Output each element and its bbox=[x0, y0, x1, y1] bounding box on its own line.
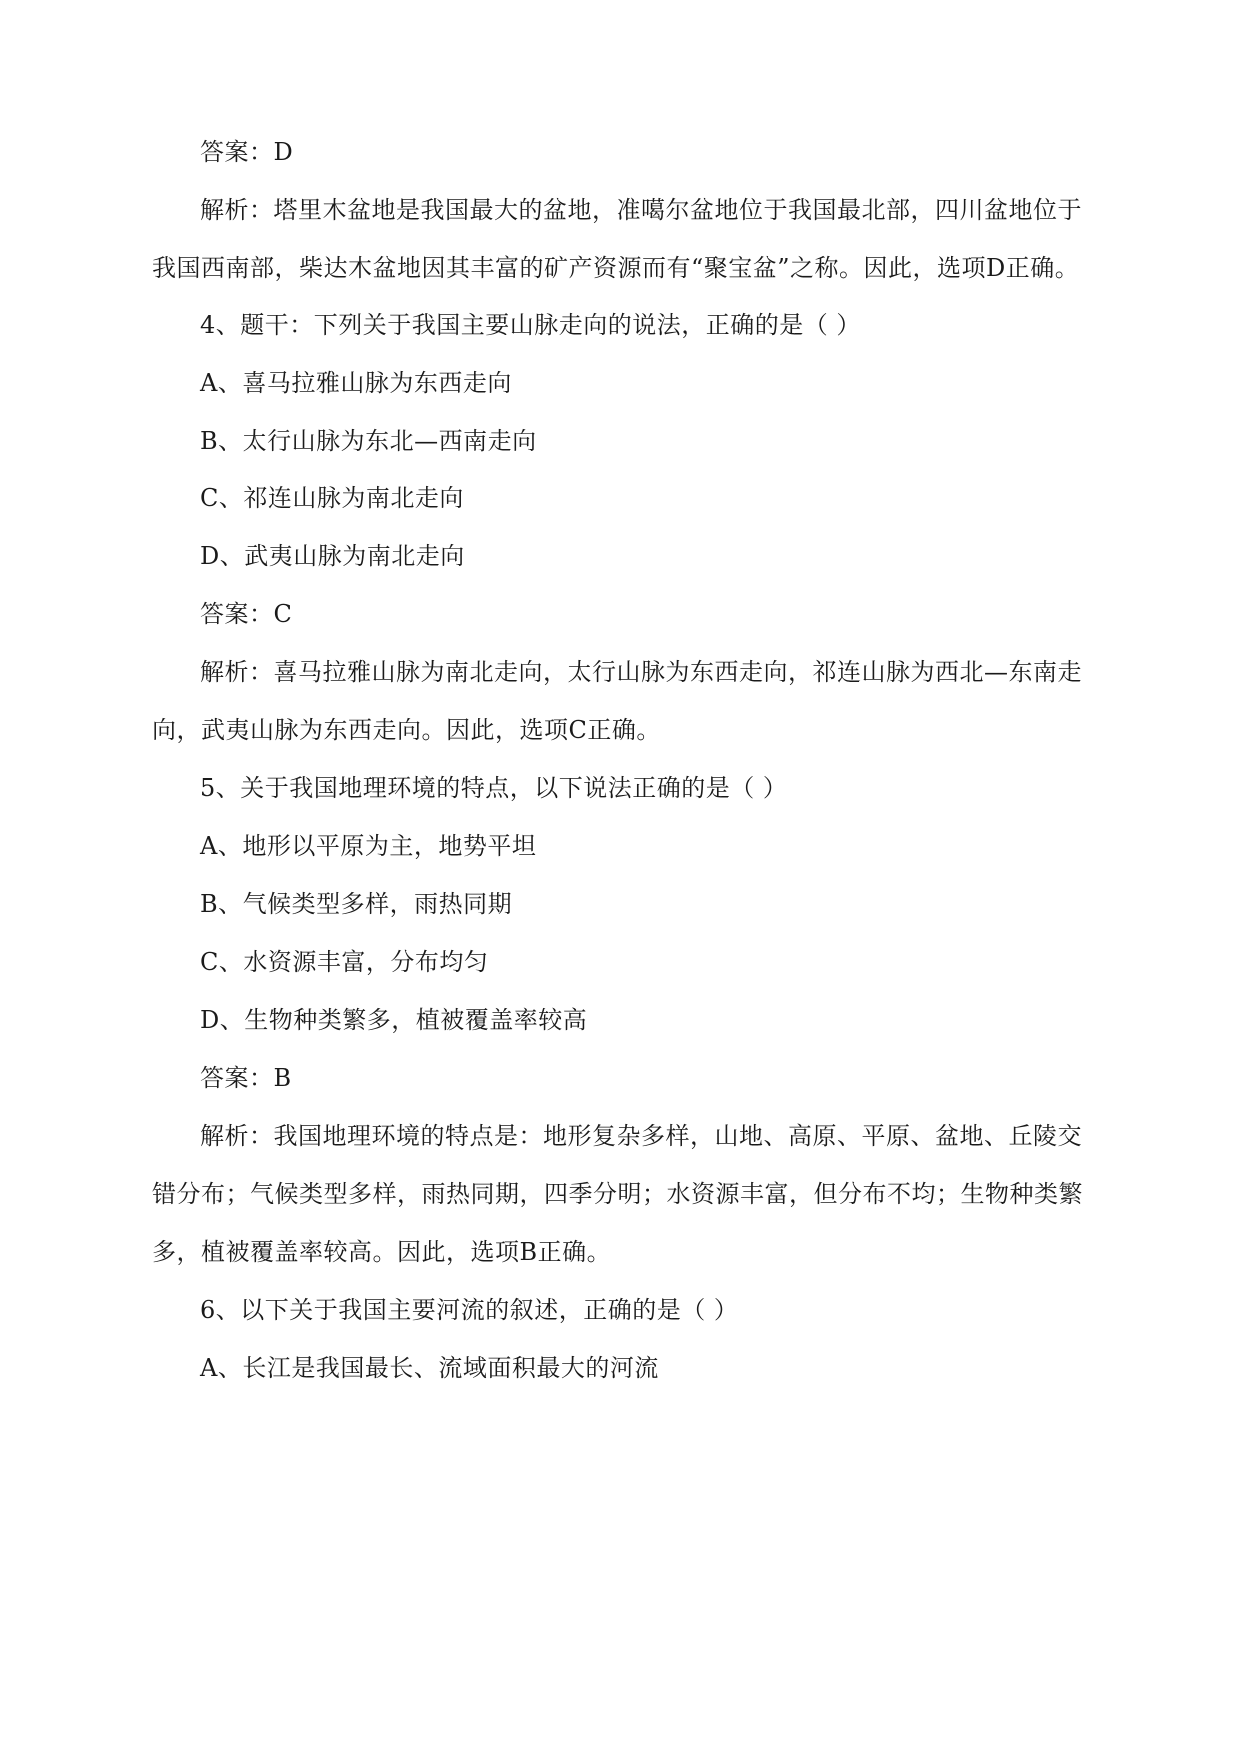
option-c-q5: C、水资源丰富，分布均匀 bbox=[200, 948, 489, 976]
explanation-line-q4-1: 解析：喜马拉雅山脉为南北走向，太行山脉为东西走向，祁连山脉为西北—东南走 bbox=[200, 658, 1082, 686]
explanation-line-q3-2: 我国西南部，柴达木盆地因其丰富的矿产资源而有“聚宝盆”之称。因此，选项D正确。 bbox=[152, 254, 1080, 282]
answer-line-q3: 答案：D bbox=[200, 138, 294, 166]
answer-line-q4: 答案：C bbox=[200, 600, 293, 628]
option-b-q5: B、气候类型多样，雨热同期 bbox=[200, 890, 513, 918]
option-a-q6: A、长江是我国最长、流域面积最大的河流 bbox=[200, 1354, 659, 1382]
option-d-q4: D、武夷山脉为南北走向 bbox=[200, 542, 465, 570]
question-stem-q4: 4、题干：下列关于我国主要山脉走向的说法，正确的是（ ） bbox=[200, 311, 861, 339]
question-stem-q5: 5、关于我国地理环境的特点，以下说法正确的是（ ） bbox=[200, 774, 788, 802]
option-b-q4: B、太行山脉为东北—西南走向 bbox=[200, 427, 537, 455]
explanation-line-q5-3: 多，植被覆盖率较高。因此，选项B正确。 bbox=[152, 1238, 612, 1266]
explanation-line-q5-2: 错分布；气候类型多样，雨热同期，四季分明；水资源丰富，但分布不均；生物种类繁 bbox=[152, 1180, 1083, 1208]
answer-line-q5: 答案：B bbox=[200, 1064, 292, 1092]
question-stem-q6: 6、以下关于我国主要河流的叙述，正确的是（ ） bbox=[200, 1296, 739, 1324]
option-d-q5: D、生物种类繁多，植被覆盖率较高 bbox=[200, 1006, 588, 1034]
explanation-line-q3-1: 解析：塔里木盆地是我国最大的盆地，准噶尔盆地位于我国最北部，四川盆地位于 bbox=[200, 196, 1082, 224]
explanation-line-q5-1: 解析：我国地理环境的特点是：地形复杂多样，山地、高原、平原、盆地、丘陵交 bbox=[200, 1122, 1082, 1150]
option-a-q4: A、喜马拉雅山脉为东西走向 bbox=[200, 369, 512, 397]
option-a-q5: A、地形以平原为主，地势平坦 bbox=[200, 832, 537, 860]
option-c-q4: C、祁连山脉为南北走向 bbox=[200, 484, 464, 512]
explanation-line-q4-2: 向，武夷山脉为东西走向。因此，选项C正确。 bbox=[152, 716, 661, 744]
